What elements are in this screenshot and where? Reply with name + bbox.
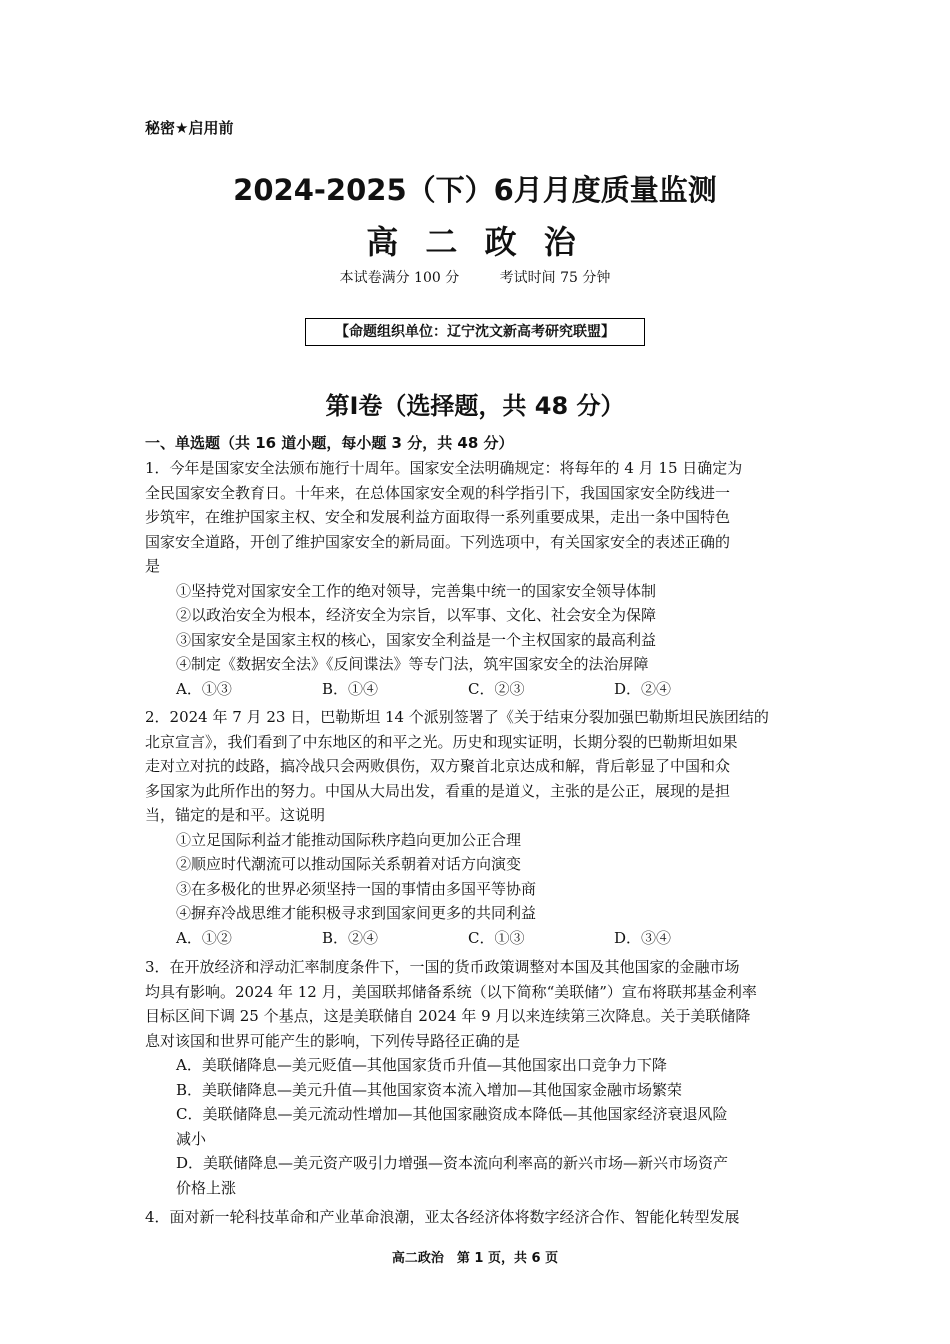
- question-stem: [145, 955, 813, 1053]
- choice-a: A．①③: [176, 679, 232, 698]
- stem-line: 国家安全道路，开创了维护国家安全的新局面。下列选项中，有关国家安全的表述正确的: [145, 532, 731, 551]
- answer-choices: [145, 677, 813, 702]
- choice-line: B．美联储降息—美元升值—其他国家资本流入增加—其他国家金融市场繁荣: [176, 1080, 683, 1099]
- organizer-box: 【命题组织单位：辽宁沈文新高考研究联盟】: [305, 318, 645, 346]
- choice-a: [145, 1053, 813, 1078]
- choice-c: C．①③: [468, 928, 525, 947]
- stem-line: 全民国家安全教育日。十年来，在总体国家安全观的科学指引下，我国国家安全防线进一: [145, 483, 731, 502]
- section-title: 第Ⅰ卷（选择题，共 48 分）: [325, 392, 625, 420]
- choice-d: D．③④: [614, 928, 672, 947]
- choice-a: A．①②: [176, 928, 232, 947]
- choice-b: [145, 1078, 813, 1103]
- choice-c: [145, 1102, 813, 1151]
- choice-d: D．②④: [614, 679, 672, 698]
- statement-option: ④制定《数据安全法》《反间谍法》等专门法，筑牢国家安全的法治屏障: [176, 655, 649, 673]
- choice-b: B．②④: [322, 928, 379, 947]
- part-heading: 一、单选题（共 16 道小题，每小题 3 分，共 48 分）: [145, 434, 514, 452]
- question-4: [145, 1205, 813, 1230]
- question-stem: [145, 705, 813, 828]
- stem-line: 多国家为此所作出的努力。中国从大局出发，看重的是道义，主张的是公正，展现的是担: [145, 781, 731, 800]
- exam-meta: [0, 267, 950, 287]
- stem-line: 走对立对抗的歧路，搞冷战只会两败俱伤，双方聚首北京达成和解，背后彰显了中国和众: [145, 757, 731, 775]
- choice-line: 减小: [176, 1129, 207, 1148]
- question-stem: [145, 1205, 813, 1230]
- confidential-label: 秘密★启用前: [145, 119, 234, 137]
- statement-option: ③国家安全是国家主权的核心，国家安全利益是一个主权国家的最高利益: [176, 630, 657, 649]
- statement-option: ①立足国际利益才能推动国际秩序趋向更加公正合理: [176, 830, 522, 849]
- stem-line: 步筑牢，在维护国家主权、安全和发展利益方面取得一系列重要成果，走出一条中国特色: [145, 508, 731, 526]
- statement-option: ④摒弃冷战思维才能积极寻求到国家间更多的共同利益: [176, 904, 537, 922]
- question-1: [145, 456, 813, 701]
- statement-option: ②顺应时代潮流可以推动国际关系朝着对话方向演变: [176, 855, 522, 873]
- stem-line: 3．在开放经济和浮动汇率制度条件下，一国的货币政策调整对本国及其他国家的金融市场: [145, 958, 740, 976]
- statement-option: ②以政治安全为根本，经济安全为宗旨，以军事、文化、社会安全为保障: [176, 606, 657, 624]
- question-stem: [145, 456, 813, 579]
- choice-line: 价格上涨: [176, 1178, 237, 1197]
- stem-line: 当，锚定的是和平。这说明: [145, 806, 326, 824]
- stem-line: 北京宣言》，我们看到了中东地区的和平之光。历史和现实证明，长期分裂的巴勒斯坦如果: [145, 732, 738, 751]
- statement-option: ③在多极化的世界必须坚持一国的事情由多国平等协商: [176, 879, 537, 898]
- choice-c: C．②③: [468, 679, 525, 698]
- answer-choices: [145, 926, 813, 951]
- exam-time: 考试时间 75 分钟: [499, 270, 611, 286]
- question-3: [145, 955, 813, 1200]
- page-footer: 高二政治 第 1 页，共 6 页: [391, 1251, 559, 1266]
- stem-line: 4．面对新一轮科技革命和产业革命浪潮，亚太各经济体将数字经济合作、智能化转型发展: [145, 1208, 740, 1226]
- stem-line: 1．今年是国家安全法颁布施行十周年。国家安全法明确规定：将每年的 4 月 15 日确定为: [145, 459, 743, 477]
- statement-option: ①坚持党对国家安全工作的绝对领导，完善集中统一的国家安全领导体制: [176, 581, 657, 600]
- subject-title: 高 二 政 治: [366, 223, 584, 261]
- stem-line: 是: [145, 557, 161, 575]
- exam-title: 2024-2025（下）6月月度质量监测: [233, 173, 717, 207]
- full-score: 本试卷满分 100 分: [339, 270, 460, 286]
- choice-line: C．美联储降息—美元流动性增加—其他国家融资成本降低—其他国家经济衰退风险: [176, 1105, 728, 1123]
- stem-line: 目标区间下调 25 个基点，这是美联储自 2024 年 9 月以来连续第三次降息。关于美联储降: [145, 1007, 751, 1025]
- choice-d: [145, 1151, 813, 1200]
- stem-line: 均具有影响。2024 年 12 月，美国联邦储备系统（以下简称“美联储”）宣布将联邦基金利率: [145, 982, 757, 1001]
- stem-line: 息对该国和世界可能产生的影响，下列传导路径正确的是: [145, 1031, 521, 1050]
- choice-line: A．美联储降息—美元贬值—其他国家货币升值—其他国家出口竞争力下降: [176, 1056, 667, 1074]
- stem-line: 2．2024 年 7 月 23 日，巴勒斯坦 14 个派别签署了《关于结束分裂加强巴勒斯坦民族团结的: [145, 708, 769, 726]
- choice-b: B．①④: [322, 679, 379, 698]
- choice-line: D．美联储降息—美元资产吸引力增强—资本流向利率高的新兴市场—新兴市场资产: [176, 1154, 729, 1172]
- question-2: [145, 705, 813, 950]
